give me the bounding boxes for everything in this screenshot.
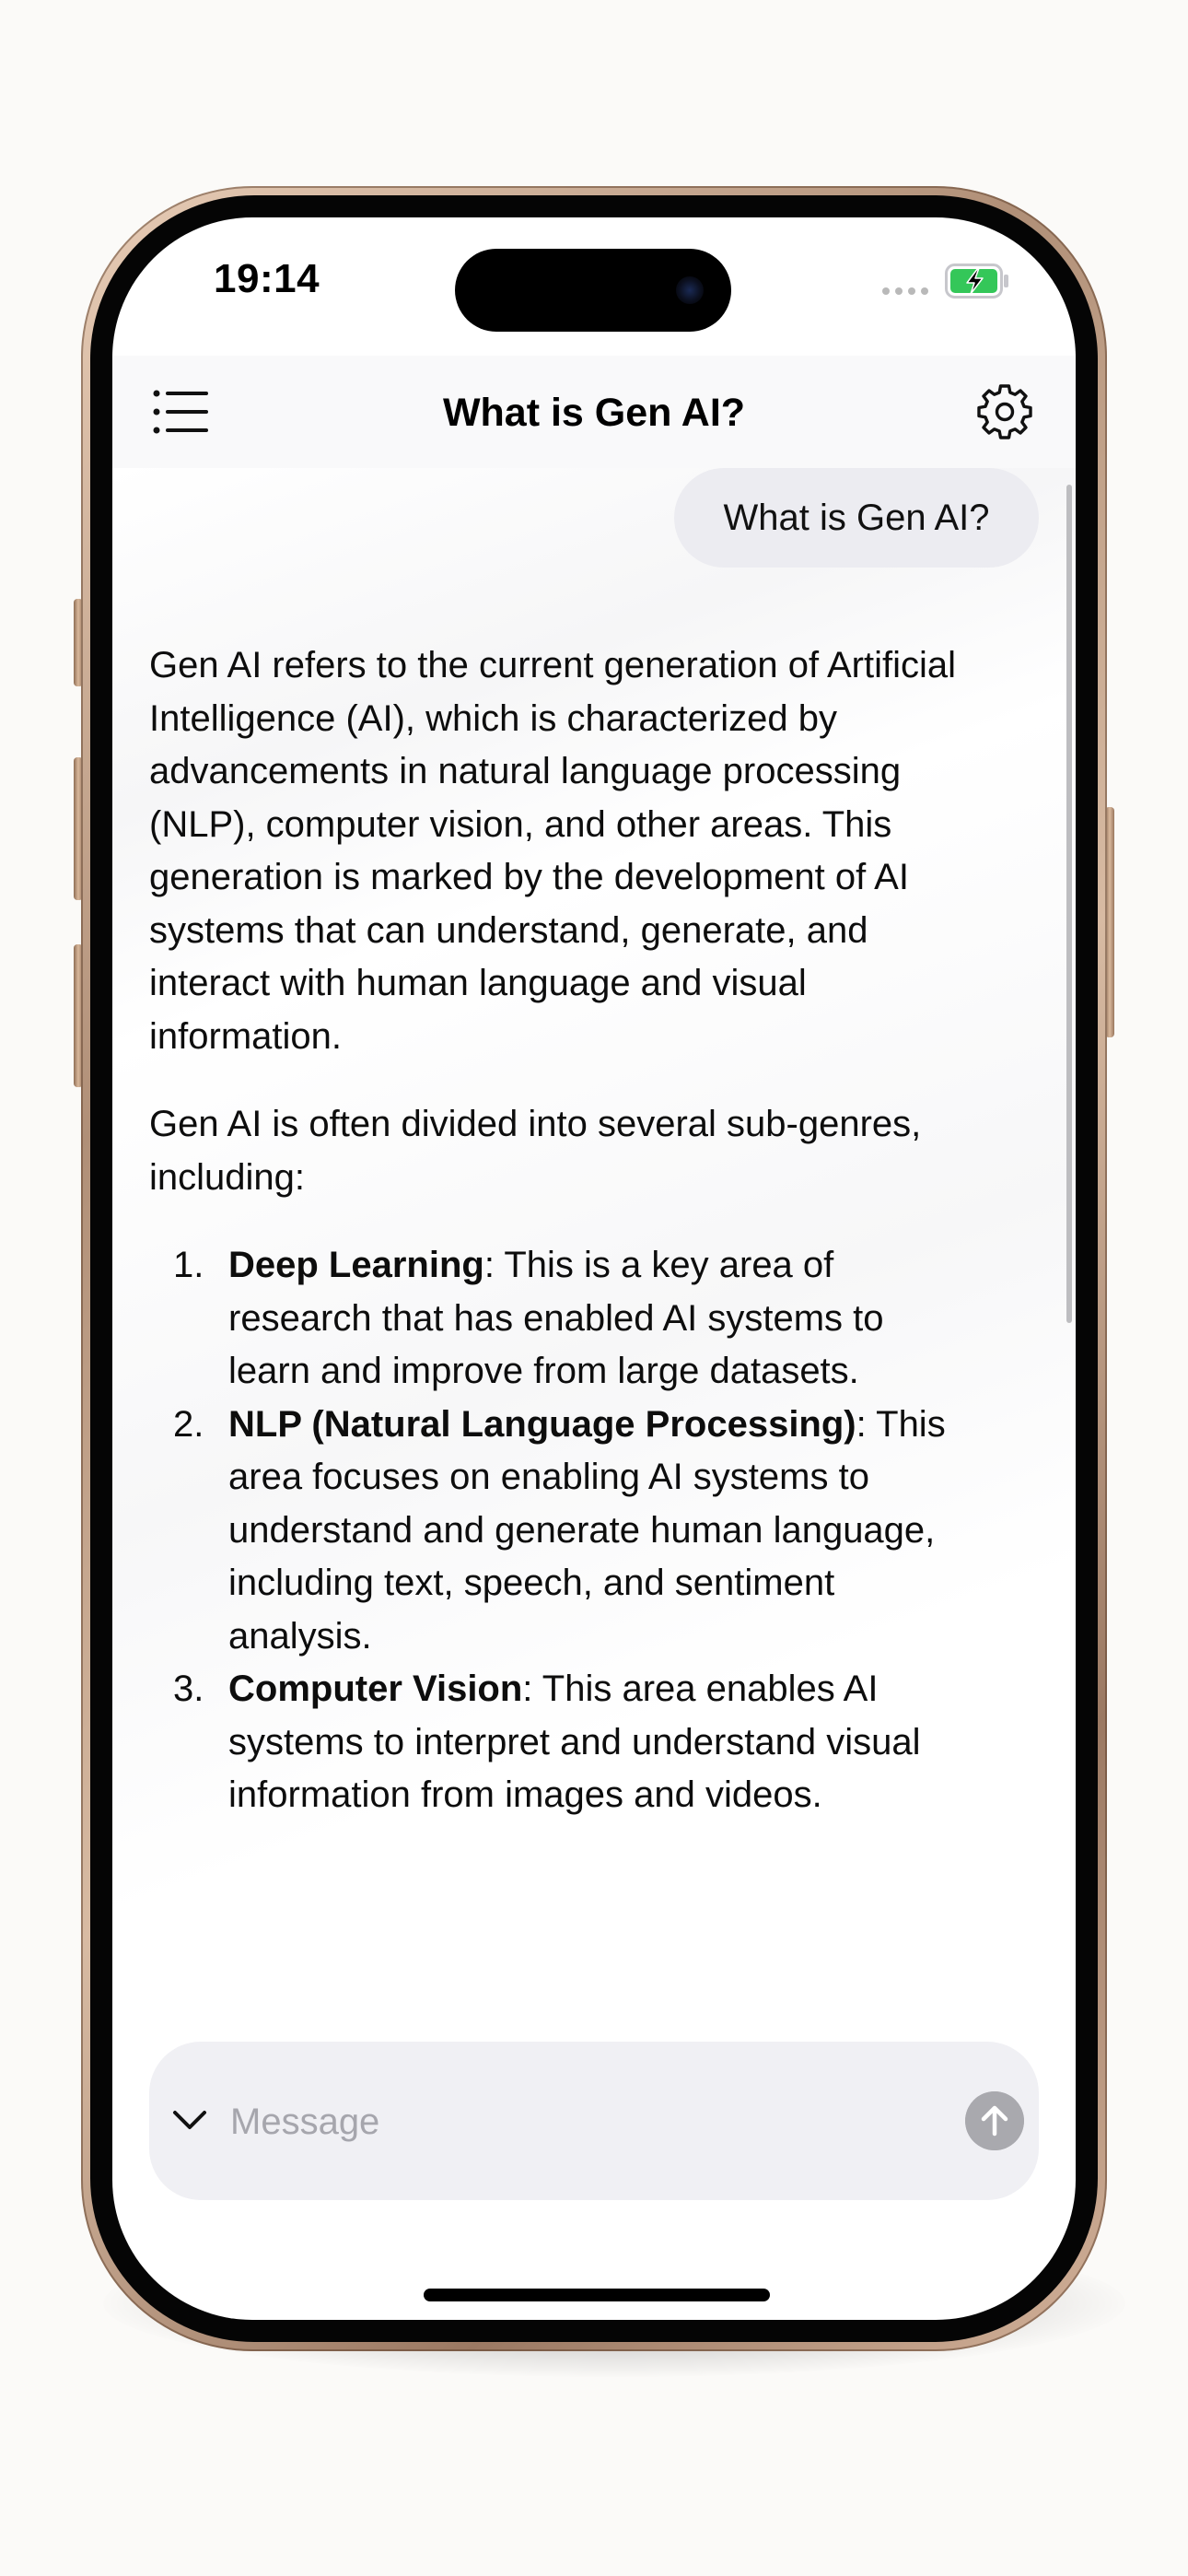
list-item-term: Deep Learning <box>228 1245 484 1285</box>
answer-paragraph: Gen AI refers to the current generation of Artificial Intelligence (AI), which is characterized by advancements in natural language processing (NLP), computer vision, and other areas. This generation is marked by the development of AI systems that can understand, generate, and interact with human language and visual information. <box>149 645 957 1057</box>
list-item-number: 3. <box>173 1669 204 1709</box>
message-input[interactable] <box>230 2090 930 2154</box>
chevron-down-icon[interactable] <box>171 2106 208 2134</box>
chat-messages[interactable] <box>112 468 1076 2053</box>
battery-charging-icon <box>945 263 1009 299</box>
list-item-text: : This area enables AI systems to interpret and understand visual information from images and videos. <box>228 1669 921 1815</box>
message-composer <box>149 2042 1039 2200</box>
dynamic-island <box>455 249 731 332</box>
assistant-answer <box>149 639 960 1822</box>
chat-header <box>112 356 1076 469</box>
home-indicator[interactable] <box>424 2289 770 2301</box>
arrow-up-icon[interactable] <box>965 2091 1024 2150</box>
list-item-text: : This area focuses on enabling AI systems to understand and generate human language, including text, speech, and sentiment analysis. <box>228 1403 946 1657</box>
menu-list-icon[interactable] <box>153 389 210 435</box>
list-item-text: : This is a key area of research that has enabled AI systems to learn and improve from large datasets. <box>228 1245 884 1391</box>
chat-scrollbar[interactable] <box>1066 485 1072 1323</box>
status-time: 19:14 <box>214 256 320 301</box>
answer-list <box>149 1239 960 1822</box>
list-item-number: 1. <box>173 1245 204 1285</box>
cellular-signal-icon <box>882 287 928 295</box>
list-item <box>149 1663 960 1822</box>
list-item-term: Computer Vision <box>228 1669 523 1709</box>
front-camera-icon <box>676 276 704 304</box>
phone-screen <box>112 217 1076 2320</box>
list-item-term: NLP (Natural Language Processing) <box>228 1403 856 1445</box>
list-item <box>149 1399 960 1664</box>
user-message-bubble: What is Gen AI? <box>674 468 1039 568</box>
page-title: What is Gen AI? <box>442 391 746 435</box>
list-item-number: 2. <box>173 1403 204 1445</box>
list-item <box>149 1239 960 1399</box>
gear-icon[interactable] <box>976 383 1033 440</box>
answer-paragraph: Gen AI is often divided into several sub-genres, including: <box>149 1104 922 1198</box>
